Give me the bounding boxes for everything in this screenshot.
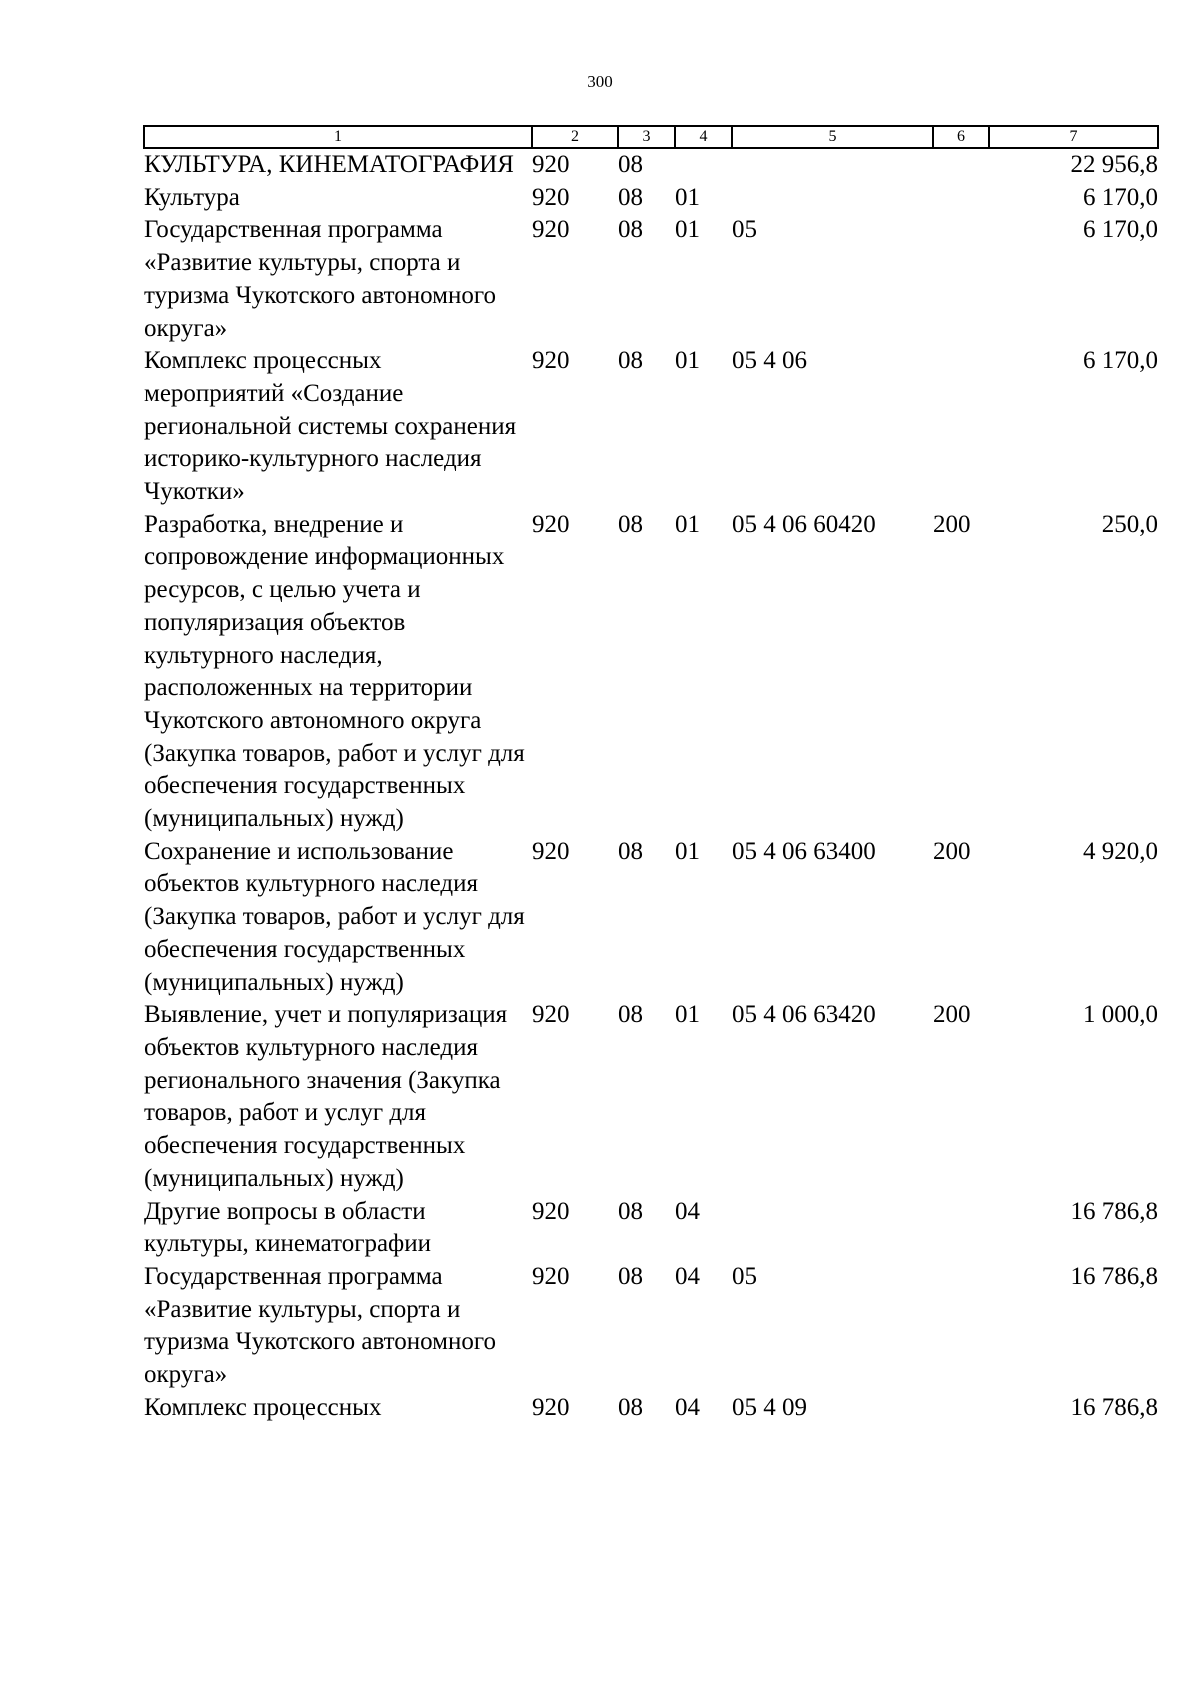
row-amount: 250,0 [1101, 510, 1158, 538]
row-amount: 1 000,0 [1083, 1001, 1158, 1029]
row-code-target: 05 4 06 60420 [732, 510, 876, 538]
row-code-section: 08 [618, 216, 643, 244]
table-row [144, 345, 1158, 509]
table-row [144, 214, 1158, 345]
row-code-expense-type [933, 148, 989, 182]
row-name: Культура [144, 183, 240, 211]
row-code-expense-type [933, 214, 989, 345]
row-name: Выявление, учет и популяризация объектов культурного наследия регионального значения (Закупка товаров, работ и услуг для обеспечения государственных (муниципальных) нужд) [144, 1001, 508, 1192]
row-amount: 6 170,0 [1083, 347, 1158, 375]
row-code-subsection: 01 [675, 183, 700, 211]
row-name: Разработка, внедрение и сопровождение информационных ресурсов, с целью учета и популяризация объектов культурного наследия, расположенных на территории Чукотского автономного округа (Закупка товаров, работ и услуг для обеспечения государственных (муниципальных) нужд) [144, 510, 525, 833]
row-code-ministry: 920 [532, 1001, 570, 1029]
row-code-subsection: 01 [675, 216, 700, 244]
row-code-subsection: 01 [675, 347, 700, 375]
row-code-subsection: 01 [675, 510, 700, 538]
row-code-ministry: 920 [532, 1262, 570, 1290]
header-cell: 5 [732, 126, 933, 148]
table-row [144, 1196, 1158, 1261]
table-row [144, 999, 1158, 1195]
row-code-section: 08 [618, 837, 643, 865]
row-code-expense-type [933, 345, 989, 509]
table-row [144, 148, 1158, 182]
table-row [144, 1392, 1158, 1425]
row-code-subsection: 04 [675, 1197, 700, 1225]
page-number: 300 [587, 72, 613, 91]
row-code-expense-type [933, 1261, 989, 1392]
row-code-expense-type: 200 [933, 510, 971, 538]
row-code-section: 08 [618, 347, 643, 375]
row-code-subsection: 04 [675, 1393, 700, 1421]
row-amount: 4 920,0 [1083, 837, 1158, 865]
table-row [144, 509, 1158, 836]
row-code-section: 08 [618, 1001, 643, 1029]
row-amount: 6 170,0 [1083, 183, 1158, 211]
row-name: Другие вопросы в области культуры, кинематографии [144, 1197, 432, 1258]
row-code-section: 08 [618, 151, 643, 178]
row-code-ministry: 920 [532, 347, 570, 375]
row-code-expense-type [933, 182, 989, 215]
row-code-target [732, 182, 933, 215]
row-code-subsection: 04 [675, 1262, 700, 1290]
row-code-expense-type [933, 1196, 989, 1261]
row-code-target: 05 4 06 63420 [732, 1001, 876, 1029]
row-code-subsection: 01 [675, 837, 700, 865]
row-name: Государственная программа «Развитие культуры, спорта и туризма Чукотского автономного округа» [144, 216, 496, 342]
header-cell: 6 [933, 126, 989, 148]
row-code-ministry: 920 [532, 1197, 570, 1225]
row-name: Комплекс процессных [144, 1393, 382, 1421]
table-row [144, 836, 1158, 1000]
row-code-target [732, 1196, 933, 1261]
row-code-expense-type: 200 [933, 837, 971, 865]
table-row [144, 1261, 1158, 1392]
row-code-ministry: 920 [532, 216, 570, 244]
row-name: Государственная программа «Развитие культуры, спорта и туризма Чукотского автономного округа» [144, 1262, 496, 1389]
row-code-section: 08 [618, 1197, 643, 1225]
row-code-target: 05 4 09 [732, 1393, 807, 1421]
header-cell: 2 [532, 126, 618, 148]
row-code-ministry: 920 [532, 151, 570, 178]
row-code-expense-type [933, 1392, 989, 1425]
header-cell: 1 [144, 126, 532, 148]
row-amount: 16 786,8 [1070, 1262, 1158, 1290]
row-code-ministry: 920 [532, 837, 570, 865]
row-code-section: 08 [618, 1262, 643, 1290]
row-code-target: 05 [732, 1262, 757, 1290]
row-code-section: 08 [618, 183, 643, 211]
row-code-ministry: 920 [532, 183, 570, 211]
table-row [144, 182, 1158, 215]
row-name: КУЛЬТУРА, КИНЕМАТОГРАФИЯ [144, 151, 514, 178]
row-code-section: 08 [618, 1393, 643, 1421]
row-code-target: 05 [732, 216, 757, 244]
row-code-subsection [675, 148, 732, 182]
row-amount: 16 786,8 [1070, 1393, 1158, 1421]
row-code-subsection: 01 [675, 1001, 700, 1029]
row-code-target: 05 4 06 [732, 347, 807, 375]
row-amount: 22 956,8 [1070, 151, 1158, 178]
header-cell: 7 [989, 126, 1158, 148]
row-code-target [732, 148, 933, 182]
budget-table [143, 125, 1159, 1424]
header-cell: 4 [675, 126, 732, 148]
row-name: Сохранение и использование объектов культурного наследия (Закупка товаров, работ и услуг для обеспечения государственных (муниципальных) нужд) [144, 837, 525, 996]
row-code-target: 05 4 06 63400 [732, 837, 876, 865]
header-cell: 3 [618, 126, 675, 148]
row-code-ministry: 920 [532, 1393, 570, 1421]
row-name: Комплекс процессных мероприятий «Создание региональной системы сохранения историко-культурного наследия Чукотки» [144, 347, 517, 506]
row-code-section: 08 [618, 510, 643, 538]
row-amount: 16 786,8 [1070, 1197, 1158, 1225]
row-code-expense-type: 200 [933, 1001, 971, 1029]
row-amount: 6 170,0 [1083, 216, 1158, 244]
table-header-row [144, 126, 1158, 148]
row-code-ministry: 920 [532, 510, 570, 538]
